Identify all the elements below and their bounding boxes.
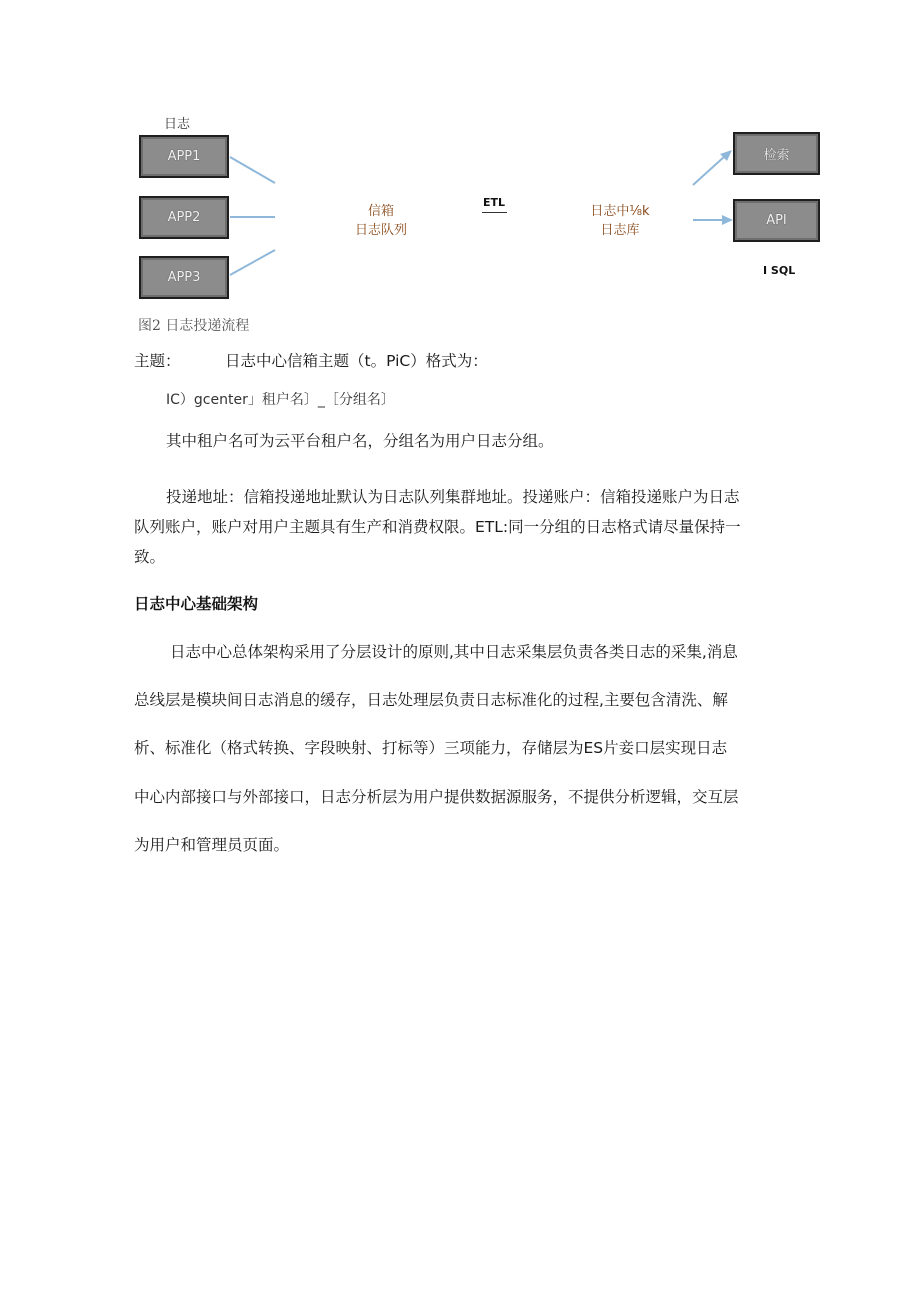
arch-line-3: 析、标准化（格式转换、字段映射、打标等）三项能力，存储层为ES片妾口层实现日志 (134, 739, 728, 757)
arrowhead-api (722, 215, 733, 225)
sql-label: I SQL (763, 264, 796, 277)
group-label: 日志 (164, 117, 191, 132)
app1-label: APP1 (167, 149, 201, 164)
api-box (733, 199, 820, 242)
figure-caption: 图2 日志投递流程 (138, 318, 250, 334)
section-heading: 日志中心基础架构 (134, 595, 259, 613)
topic-text: 日志中心信箱主题（t。PiC）格式为： (225, 352, 488, 370)
delivery-line-3: 致。 (134, 548, 166, 566)
arrow-app3 (230, 250, 275, 275)
delivery-line-1: 投递地址：信箱投递地址默认为日志队列集群地址。投递账户：信箱投递账户为日志 (166, 488, 740, 506)
api-label: API (766, 213, 787, 228)
etl-underline (482, 212, 507, 213)
arch-line-4: 中心内部接口与外部接口，日志分析层为用户提供数据源服务，不提供分析逻辑，交互层 (134, 788, 739, 806)
queue-label: 日志队列 (354, 223, 407, 238)
topic-label: 主题： (134, 352, 181, 370)
arrow-to-search (693, 156, 725, 185)
arrow-app1 (230, 157, 275, 183)
etl-label: ETL (483, 196, 506, 209)
log-db-label: 日志库 (600, 223, 640, 238)
mailbox-label: 信箱 (367, 204, 394, 219)
arch-line-5: 为用户和管理员页面。 (134, 836, 290, 854)
topic-format: IC）gcenter」租户名〕_［分组名〕 (166, 392, 395, 408)
mailbox-queue-text (348, 202, 414, 240)
delivery-line-2: 队列账户，账户对用户主题具有生产和消费权限。ETL:同一分组的日志格式请尽量保持一 (134, 518, 741, 536)
app2-label: APP2 (167, 210, 201, 225)
log-center-text (586, 202, 654, 240)
app3-label: APP3 (167, 270, 201, 285)
search-label: 检索 (763, 148, 790, 163)
search-box (733, 132, 820, 175)
arch-line-1: 日志中心总体架构采用了分层设计的原则,其中日志采集层负责各类日志的采集,消息 (170, 643, 738, 661)
tenant-note: 其中租户名可为云平台租户名，分组名为用户日志分组。 (166, 432, 554, 450)
log-center-label: 日志中⅛k (590, 204, 650, 219)
arch-line-2: 总线层是模块间日志消息的缓存，日志处理层负责日志标准化的过程,主要包含清洗、解 (134, 691, 728, 709)
